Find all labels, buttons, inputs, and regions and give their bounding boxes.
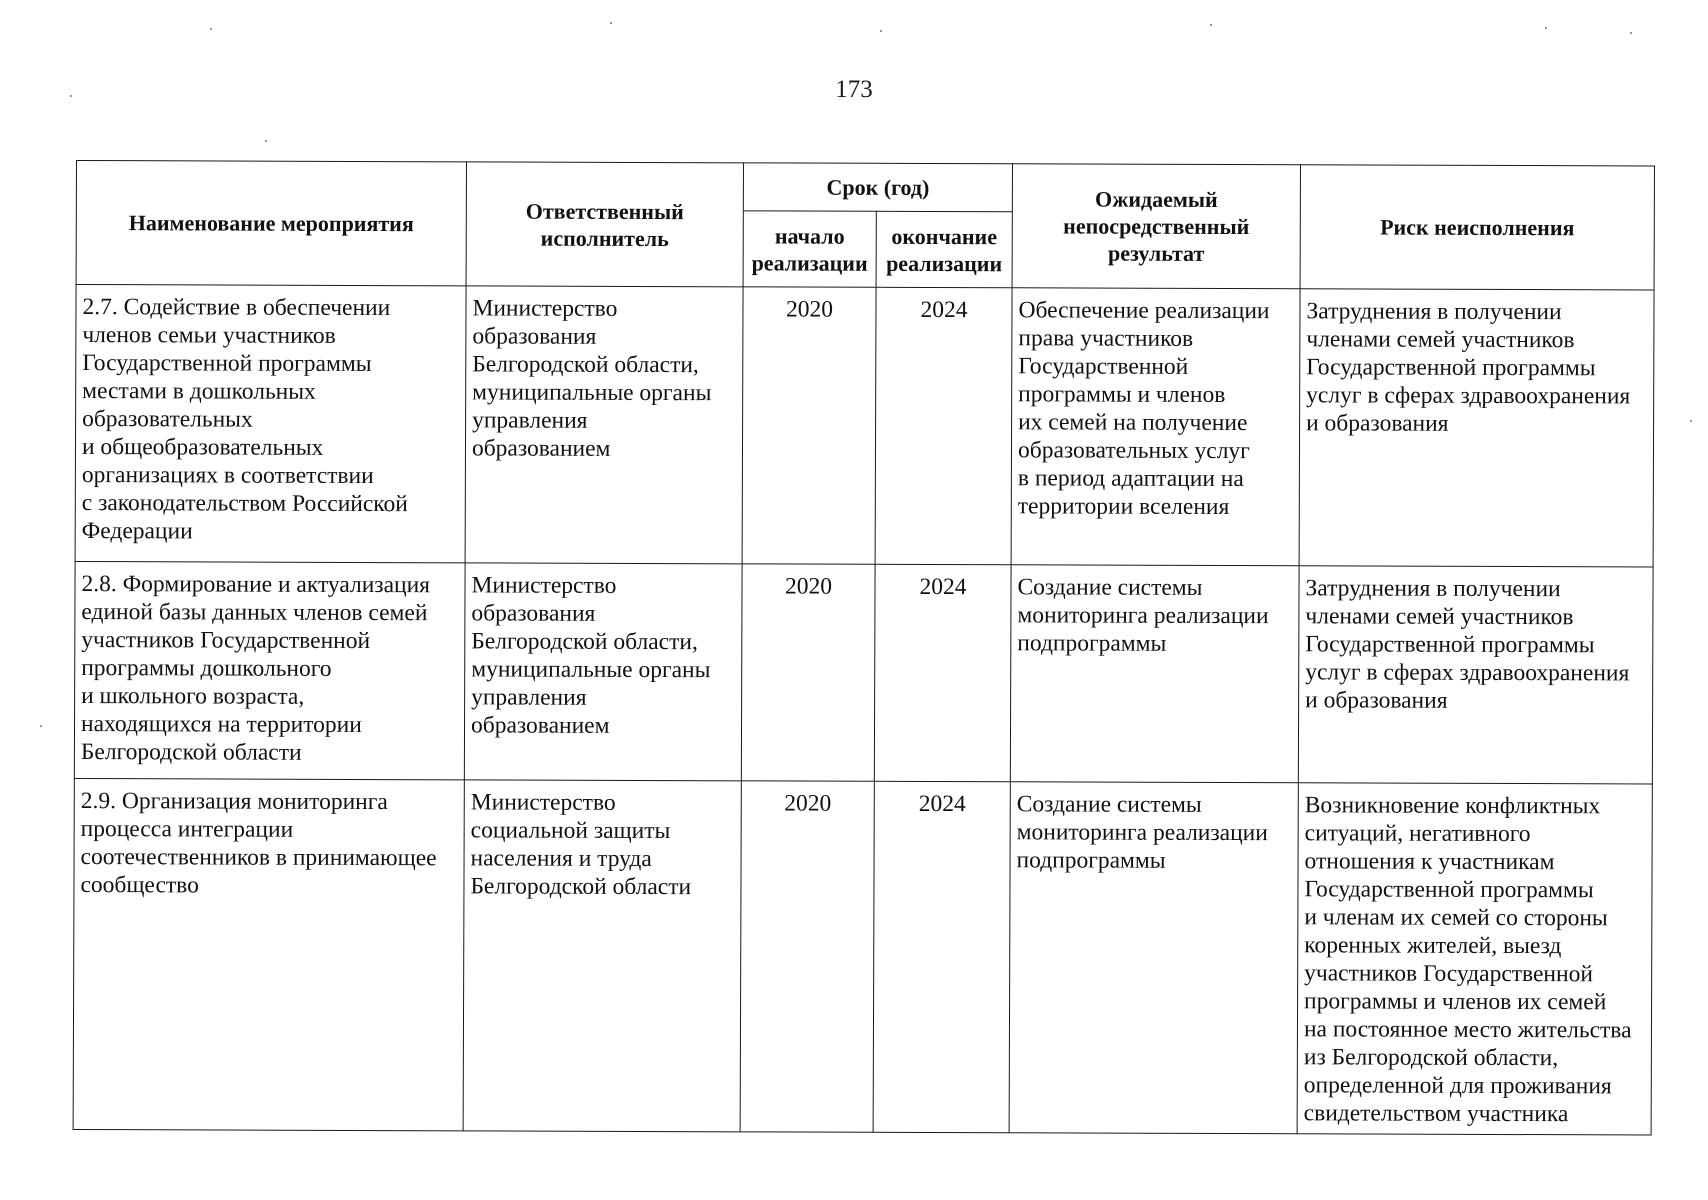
scan-speck [880, 30, 882, 32]
header-start-year: начало реализации [743, 211, 876, 287]
scan-speck [265, 140, 267, 142]
executor-cell: Министерство социальной защиты населения и труда Белгородской области [463, 780, 741, 1132]
table-row [73, 778, 1652, 1135]
risk-cell: Затруднения в получении членами семей участников Государственной программы услуг в сферах здравоохранения и образования [1298, 566, 1653, 784]
activity-name-cell: 2.8. Формирование и актуализация единой базы данных членов семей участников Государственной программы дошкольного и школьного возраста, находящихся на территории Белгородской области [74, 561, 465, 779]
table-row [75, 285, 1654, 568]
table-row [74, 561, 1653, 784]
end-year-cell: 2024 [875, 287, 1012, 564]
executor-cell: Министерство образования Белгородской области, муниципальные органы управления образованием [464, 563, 742, 781]
header-activity-name: Наименование мероприятия [76, 161, 466, 286]
executor-cell: Министерство образования Белгородской области, муниципальные органы управления образованием [465, 286, 743, 564]
activities-table [73, 160, 1655, 1136]
result-cell: Создание системы мониторинга реализации подпрограммы [1010, 565, 1299, 783]
scan-speck [40, 725, 42, 727]
start-year-cell: 2020 [740, 781, 874, 1132]
risk-cell: Затруднения в получении членами семей участников Государственной программы услуг в сферах здравоохранения и образования [1299, 289, 1654, 567]
risk-cell: Возникновение конфликтных ситуаций, негативного отношения к участникам Государственной программы и членам их семей со стороны коренных жителей, выезд участников Государственной программы и членов их семей на постоянное место жительства из Белгородской области, определенной для проживания свидетельством участника [1297, 783, 1652, 1135]
header-end-year: окончание реализации [876, 211, 1012, 287]
activity-name-cell: 2.9. Организация мониторинга процесса интеграции соотечественников в принимающее сообщество [73, 778, 464, 1130]
end-year-cell: 2024 [873, 781, 1010, 1132]
scan-speck [1545, 27, 1547, 29]
scan-speck [1630, 32, 1632, 34]
scan-speck [210, 28, 212, 30]
result-cell: Обеспечение реализации права участников Государственной программы и членов их семей на получение образовательных услуг в период адаптации на территории вселения [1011, 288, 1300, 566]
header-responsible-executor: Ответственный исполнитель [466, 162, 743, 287]
end-year-cell: 2024 [874, 564, 1011, 781]
header-risk: Риск неисполнения [1300, 165, 1654, 290]
scan-speck [70, 95, 72, 97]
start-year-cell: 2020 [741, 564, 875, 781]
header-term-year: Срок (год) [743, 163, 1012, 212]
page-number: 173 [835, 76, 873, 103]
result-cell: Создание системы мониторинга реализации подпрограммы [1009, 782, 1298, 1134]
start-year-cell: 2020 [742, 287, 876, 564]
header-expected-result: Ожидаемый непосредственный результат [1012, 164, 1300, 289]
scan-speck [1210, 24, 1212, 26]
scan-speck [610, 22, 612, 24]
scan-speck [1690, 420, 1692, 422]
activity-name-cell: 2.7. Содействие в обеспечении членов семьи участников Государственной программы местами в дошкольных образовательных и общеобразовательных организациях в соответствии с законодательством Российской Федерации [75, 285, 466, 563]
